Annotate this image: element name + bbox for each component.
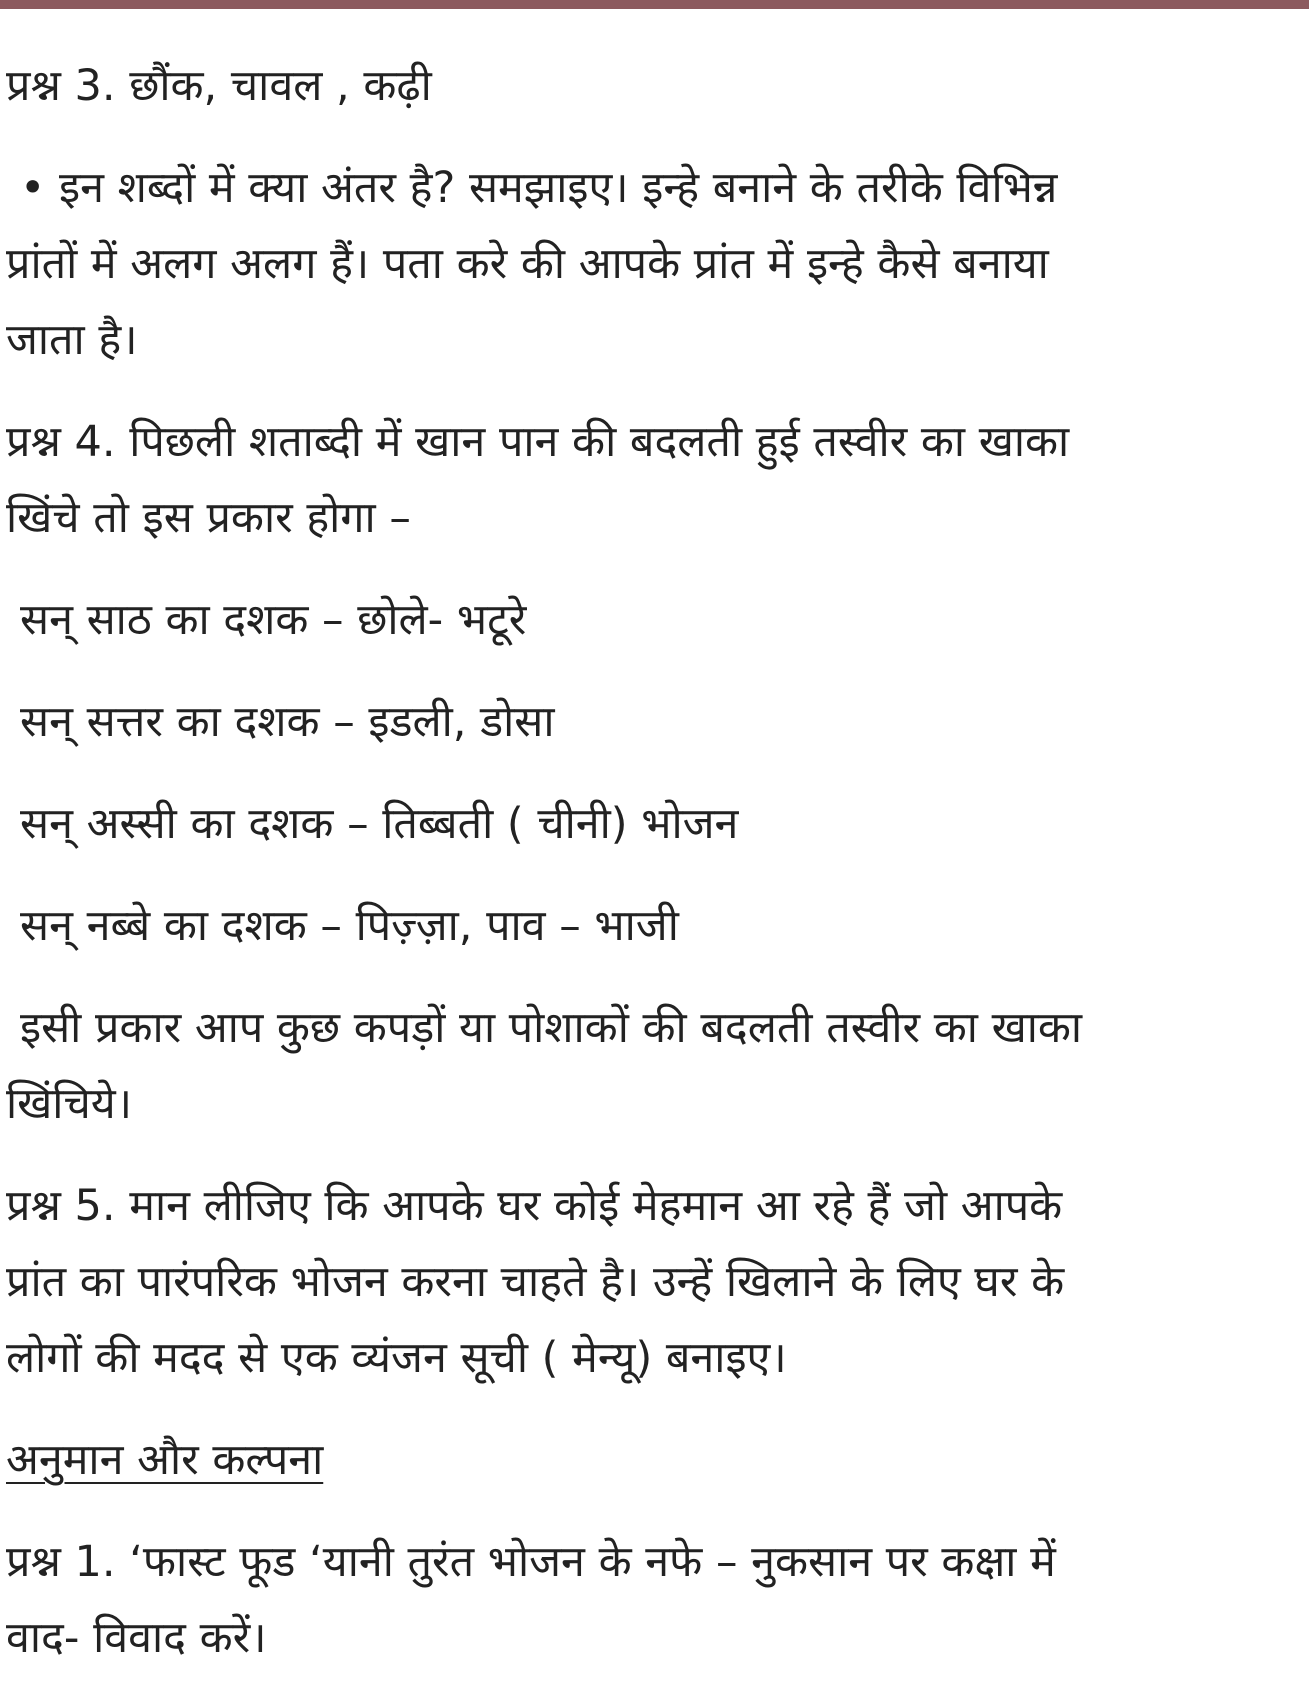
question-4-closing xyxy=(6,990,1296,1142)
decade-line: सन् सत्तर का दशक – इडली, डोसा xyxy=(20,697,555,747)
question-4-line: खिंचे तो इस प्रकार होगा – xyxy=(6,493,411,543)
decade-item xyxy=(6,684,1296,760)
top-border-rule xyxy=(0,0,1309,9)
decade-line: सन् अस्सी का दशक – तिब्बती ( चीनी) भोजन xyxy=(20,799,739,849)
document-body xyxy=(6,48,1296,1702)
decade-line: सन् साठ का दशक – छोले- भटूरे xyxy=(20,595,527,645)
decade-item xyxy=(6,786,1296,862)
section-heading: अनुमान और कल्पना xyxy=(6,1435,324,1485)
closing-line: खिंचिये। xyxy=(6,1079,132,1129)
question-5 xyxy=(6,1168,1296,1396)
closing-line: इसी प्रकार आप कुछ कपड़ों या पोशाकों की बदलती तस्वीर का खाका xyxy=(20,1003,1083,1053)
question-3-line: जाता है। xyxy=(6,315,138,365)
question-1 xyxy=(6,1524,1296,1676)
question-4-line: प्रश्न 4. पिछली शताब्दी में खान पान की बदलती हुई तस्वीर का खाका xyxy=(6,417,1070,467)
question-5-line: लोगों की मदद से एक व्यंजन सूची ( मेन्यू) बनाइए। xyxy=(6,1333,787,1383)
question-3-title: प्रश्न 3. छौंक, चावल , कढ़ी xyxy=(6,61,432,111)
question-3-line: • इन शब्दों में क्या अंतर है? समझाइए। इन्हे बनाने के तरीके विभिन्न xyxy=(20,163,1058,213)
decade-item xyxy=(6,582,1296,658)
question-1-line: वाद- विवाद करें। xyxy=(6,1613,267,1663)
question-5-line: प्रश्न 5. मान लीजिए कि आपके घर कोई मेहमान आ रहे हैं जो आपके xyxy=(6,1181,1063,1231)
decade-item xyxy=(6,888,1296,964)
question-1-line: प्रश्न 1. ‘फास्ट फूड ‘यानी तुरंत भोजन के नफे – नुकसान पर कक्षा में xyxy=(6,1537,1056,1587)
question-3-line: प्रांतों में अलग अलग हैं। पता करे की आपके प्रांत में इन्हे कैसे बनाया xyxy=(6,239,1049,289)
decade-line: सन् नब्बे का दशक – पिज़्ज़ा, पाव – भाजी xyxy=(20,901,679,951)
question-4 xyxy=(6,404,1296,556)
question-3-body xyxy=(6,150,1296,378)
question-3 xyxy=(6,48,1296,124)
question-5-line: प्रांत का पारंपरिक भोजन करना चाहते है। उन्हें खिलाने के लिए घर के xyxy=(6,1257,1065,1307)
section-heading-block xyxy=(6,1422,1296,1498)
